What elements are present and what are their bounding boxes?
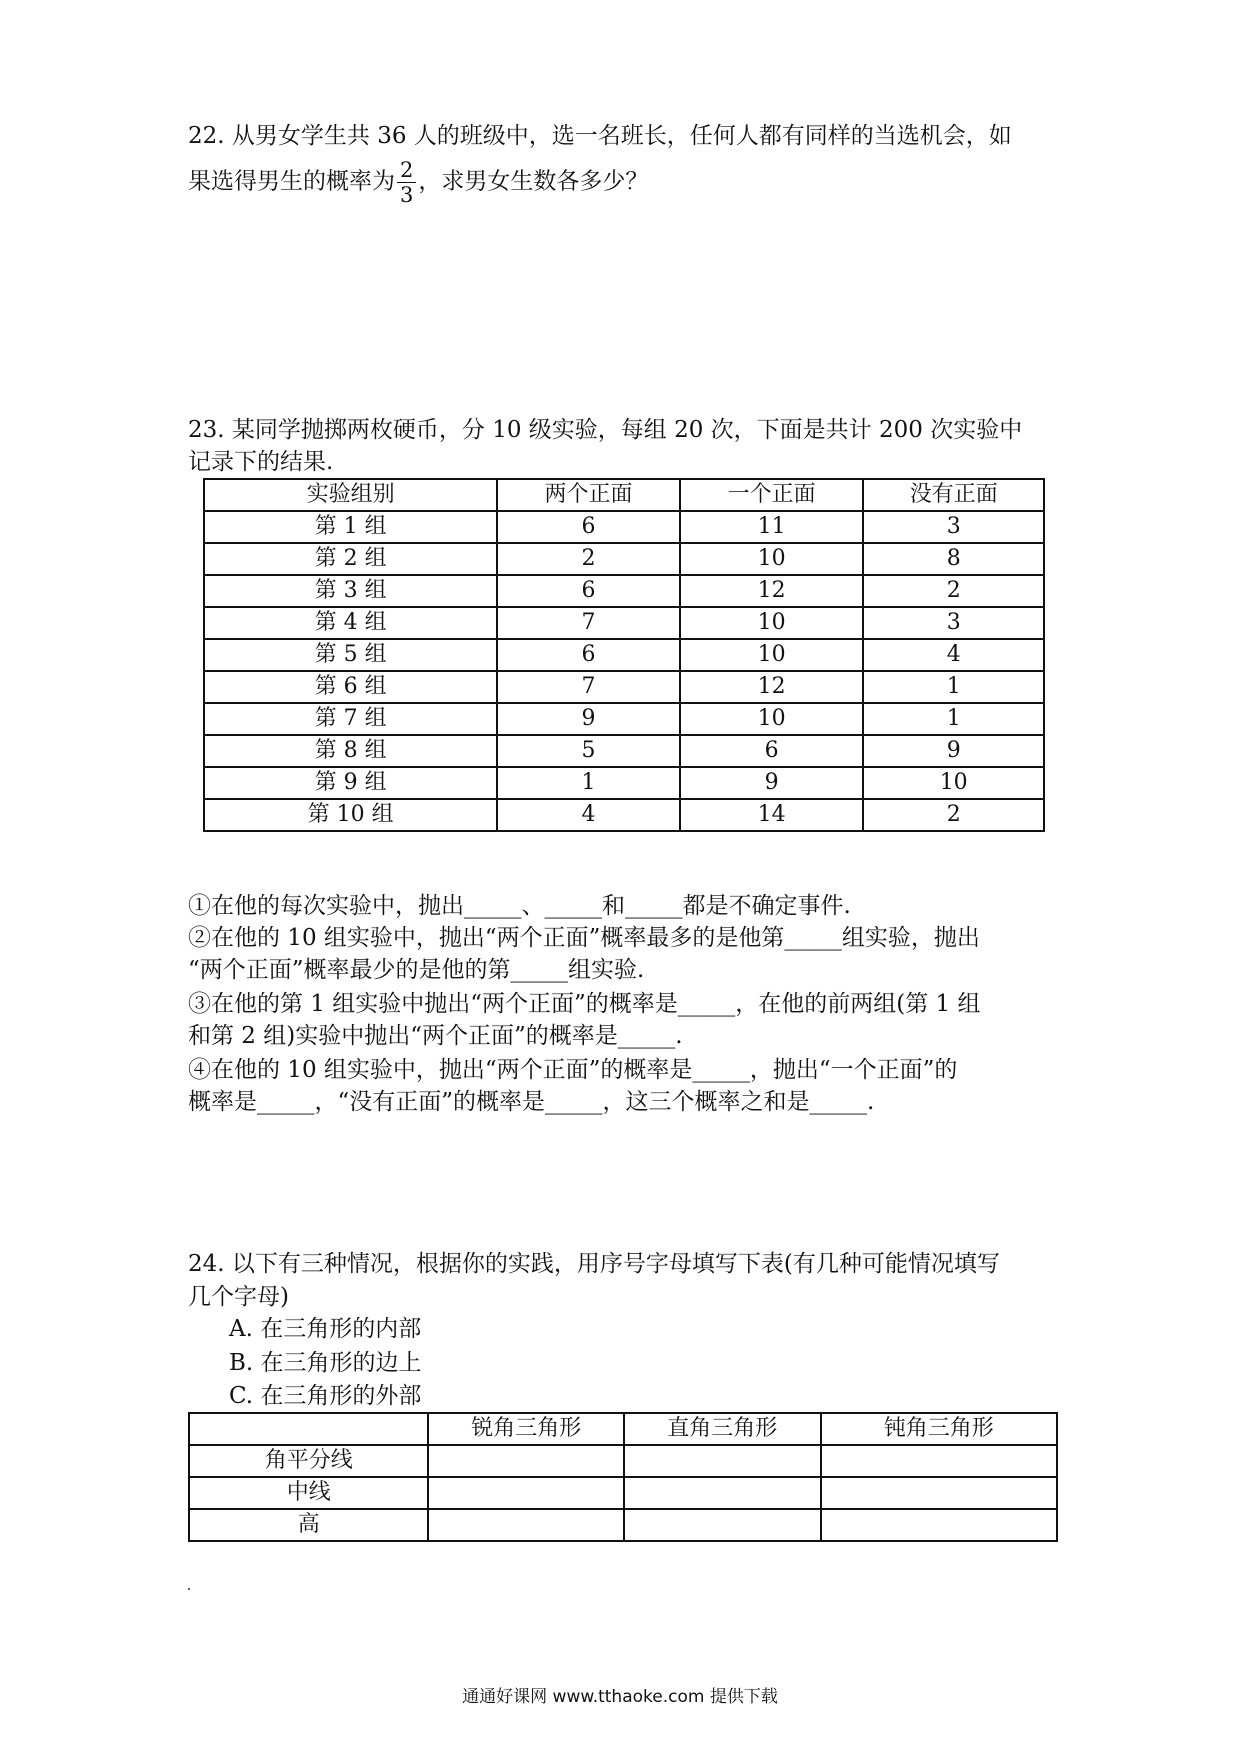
q23-table-cell: 1 — [497, 767, 680, 799]
q23-table-cell: 12 — [680, 575, 864, 607]
q23-table-cell: 9 — [497, 703, 680, 735]
q22-line2 — [188, 158, 648, 207]
q23-table-cell: 第 2 组 — [204, 543, 497, 575]
q23-sub4a: ④在他的 10 组实验中，抛出“两个正面”的概率是_____，抛出“一个正面”的 — [188, 1057, 958, 1083]
q22-fraction-numerator: 2 — [397, 158, 416, 183]
q23-table-cell: 6 — [497, 575, 680, 607]
q22-line2-pre: 果选得男生的概率为 — [188, 168, 395, 195]
q24-table-cell — [428, 1445, 624, 1477]
footer-source: 通通好课网 www.tthaoke.com 提供下载 — [462, 1687, 778, 1707]
q24-table-cell — [428, 1477, 624, 1509]
q23-sub3a: ③在他的第 1 组实验中抛出“两个正面”的概率是_____，在他的前两组(第 1 组 — [188, 991, 981, 1017]
q24-table-cell — [821, 1509, 1057, 1541]
q23-table-row — [204, 575, 1044, 607]
q24-table-cell — [428, 1509, 624, 1541]
q23-sub4b: 概率是_____，“没有正面”的概率是_____，这三个概率之和是_____. — [188, 1089, 875, 1115]
q24-table-cell — [624, 1509, 821, 1541]
q23-table-cell: 10 — [680, 543, 864, 575]
q23-table-cell: 第 10 组 — [204, 799, 497, 831]
q23-table-cell: 10 — [680, 639, 864, 671]
q24-triangle-table — [188, 1412, 1058, 1542]
q23-table-cell: 第 9 组 — [204, 767, 497, 799]
q23-sub1: ①在他的每次实验中，抛出_____、_____和_____都是不确定事件. — [188, 893, 851, 919]
q23-table-cell: 7 — [497, 671, 680, 703]
q23-table-header-row — [204, 479, 1044, 511]
q24-table-cell — [821, 1445, 1057, 1477]
q24-table-row — [189, 1509, 1057, 1541]
stray-dot — [188, 1588, 190, 1590]
q23-sub2a: ②在他的 10 组实验中，抛出“两个正面”概率最多的是他第_____组实验，抛出 — [188, 925, 980, 951]
q23-table-cell: 10 — [680, 607, 864, 639]
q24-table-row — [189, 1477, 1057, 1509]
q23-table-row — [204, 543, 1044, 575]
q24-option-c: C. 在三角形的外部 — [229, 1383, 422, 1409]
q23-table-row — [204, 799, 1044, 831]
q23-sub3b: 和第 2 组)实验中抛出“两个正面”的概率是_____. — [188, 1023, 683, 1049]
q23-table-cell: 第 4 组 — [204, 607, 497, 639]
q24-header-right: 直角三角形 — [624, 1413, 821, 1445]
q23-table-cell: 9 — [863, 735, 1044, 767]
q23-table-cell: 14 — [680, 799, 864, 831]
q23-table-cell: 4 — [497, 799, 680, 831]
q23-table-cell: 5 — [497, 735, 680, 767]
q23-header-two-heads: 两个正面 — [497, 479, 680, 511]
q23-table-cell: 3 — [863, 607, 1044, 639]
q23-line1: 23. 某同学抛掷两枚硬币，分 10 级实验，每组 20 次，下面是共计 200 次实验中 — [188, 417, 1023, 443]
q23-table-row — [204, 639, 1044, 671]
q24-table-cell: 中线 — [189, 1477, 428, 1509]
q22-fraction-denominator: 3 — [400, 183, 414, 207]
q24-table-cell — [624, 1477, 821, 1509]
q23-header-no-heads: 没有正面 — [863, 479, 1044, 511]
q24-option-b: B. 在三角形的边上 — [229, 1350, 422, 1376]
q23-table-cell: 第 3 组 — [204, 575, 497, 607]
q23-table-cell: 8 — [863, 543, 1044, 575]
q23-table-row — [204, 671, 1044, 703]
q24-table-cell — [624, 1445, 821, 1477]
q24-table-cell — [821, 1477, 1057, 1509]
q23-results-table — [203, 478, 1045, 832]
q23-table-cell: 12 — [680, 671, 864, 703]
q24-table-cell: 角平分线 — [189, 1445, 428, 1477]
q23-header-group: 实验组别 — [204, 479, 497, 511]
q24-header-empty — [189, 1413, 428, 1445]
q23-sub2b: “两个正面”概率最少的是他的第_____组实验. — [188, 957, 645, 983]
q24-line2: 几个字母) — [188, 1284, 289, 1310]
q23-table-cell: 第 1 组 — [204, 511, 497, 543]
q24-line1: 24. 以下有三种情况，根据你的实践，用序号字母填写下表(有几种可能情况填写 — [188, 1251, 1000, 1277]
q23-table-row — [204, 607, 1044, 639]
q23-table-cell: 第 5 组 — [204, 639, 497, 671]
q23-table-cell: 第 8 组 — [204, 735, 497, 767]
q23-table-cell: 1 — [863, 703, 1044, 735]
q22-line1: 22. 从男女学生共 36 人的班级中，选一名班长，任何人都有同样的当选机会，如 — [188, 123, 1012, 149]
q23-table-cell: 6 — [497, 511, 680, 543]
q23-header-one-head: 一个正面 — [680, 479, 864, 511]
q22-fraction — [397, 158, 416, 207]
q23-table-cell: 第 6 组 — [204, 671, 497, 703]
q23-table-cell: 11 — [680, 511, 864, 543]
q23-line2: 记录下的结果. — [188, 449, 334, 475]
q23-table-cell: 2 — [497, 543, 680, 575]
q23-table-row — [204, 735, 1044, 767]
q23-table-cell: 6 — [497, 639, 680, 671]
q24-table-row — [189, 1445, 1057, 1477]
q23-table-cell: 第 7 组 — [204, 703, 497, 735]
q23-table-row — [204, 767, 1044, 799]
q23-table-cell: 7 — [497, 607, 680, 639]
q23-table-row — [204, 703, 1044, 735]
q23-table-cell: 10 — [863, 767, 1044, 799]
q23-table-cell: 9 — [680, 767, 864, 799]
q23-table-cell: 2 — [863, 575, 1044, 607]
q23-table-row — [204, 511, 1044, 543]
q23-table-cell: 10 — [680, 703, 864, 735]
q23-table-cell: 1 — [863, 671, 1044, 703]
q24-header-acute: 锐角三角形 — [428, 1413, 624, 1445]
q23-table-cell: 6 — [680, 735, 864, 767]
q24-header-obtuse: 钝角三角形 — [821, 1413, 1057, 1445]
q24-table-header-row — [189, 1413, 1057, 1445]
q24-table-cell: 高 — [189, 1509, 428, 1541]
q22-line2-post: ，求男女生数各多少？ — [418, 168, 649, 195]
q23-table-cell: 4 — [863, 639, 1044, 671]
q23-table-cell: 3 — [863, 511, 1044, 543]
q23-table-cell: 2 — [863, 799, 1044, 831]
q24-option-a: A. 在三角形的内部 — [229, 1316, 422, 1342]
